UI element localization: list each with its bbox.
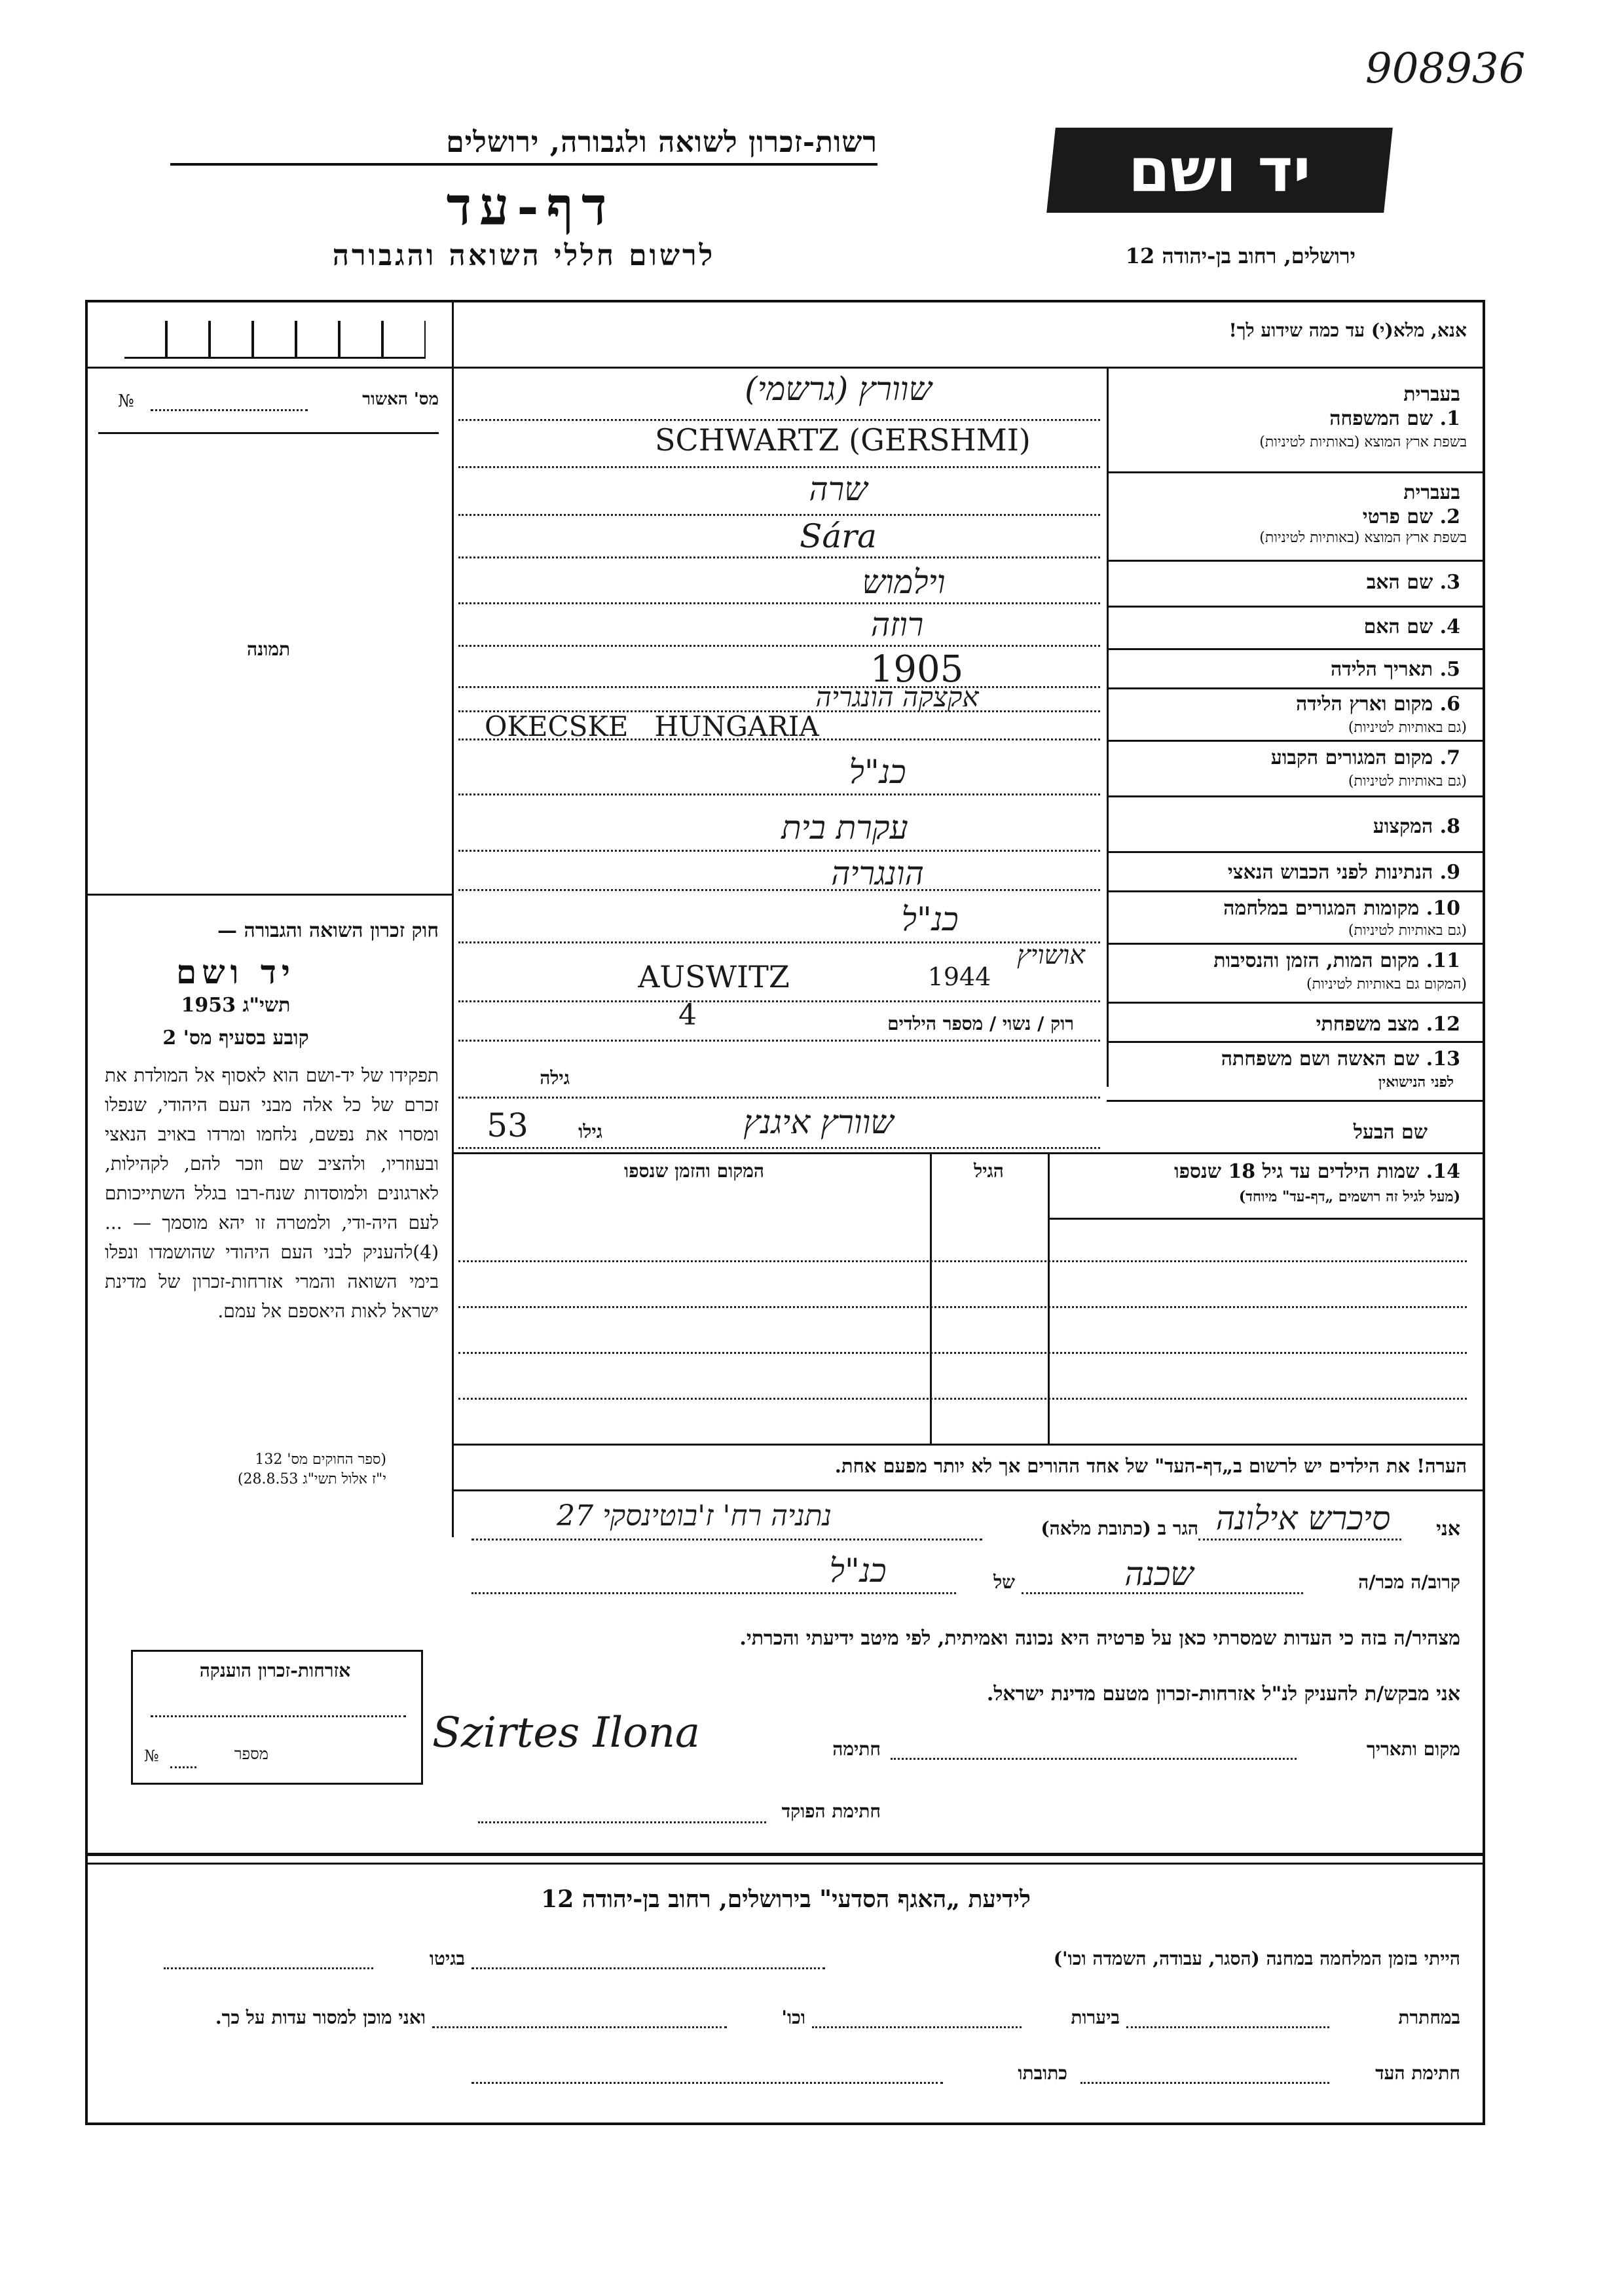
field-6-label — [1198, 693, 1460, 716]
field-5-label — [1198, 658, 1460, 681]
field-10-num: 10. — [1426, 897, 1460, 920]
field-11-line[interactable] — [458, 1000, 1100, 1002]
children-note: הערה! את הילדים יש לרשום ב„דף-העד" של אחד ההורים אך לא יותר מפעם אחת. — [834, 1455, 1467, 1477]
field-11-label — [1113, 949, 1460, 972]
field-12-line[interactable] — [458, 1040, 1100, 1042]
field-1-label-text: שם המשפחה — [1329, 407, 1433, 430]
of-label: של — [993, 1571, 1015, 1593]
archive-line2-d: ואני מוכן למסור עדות על כך. — [215, 2007, 426, 2028]
place-date-label: מקום ותאריך — [1366, 1738, 1460, 1760]
field-13-label-text: שם האשה ושם משפחתה — [1221, 1048, 1420, 1070]
field-4-label-text: שם האם — [1363, 615, 1433, 638]
child-row-4[interactable] — [458, 1398, 1467, 1400]
header-address: ירושלים, רחוב בן-יהודה 12 — [1125, 244, 1356, 268]
field-8-num: 8. — [1439, 815, 1460, 838]
citizenship-title: אזרחות-זכרון הוענקה — [199, 1660, 351, 1681]
field-13-label — [1113, 1048, 1460, 1070]
field-13-line[interactable] — [458, 1097, 1100, 1099]
children-label-text: שמות הילדים עד גיל 18 שנספו — [1173, 1160, 1420, 1183]
children-col-div-2 — [930, 1152, 932, 1444]
children-col-div-1 — [1048, 1152, 1050, 1444]
declarant-address-line[interactable] — [471, 1539, 982, 1540]
row-sep-1 — [1107, 471, 1483, 473]
field-8-line[interactable] — [458, 850, 1100, 852]
form-title: דף-עד — [446, 175, 615, 237]
field-2-label-text: שם פרטי — [1362, 505, 1433, 528]
logo-text: יד ושם — [1128, 135, 1311, 206]
of-value: כנ"ל — [829, 1552, 887, 1590]
clerk-signature-label: חתימת הפוקד — [781, 1800, 881, 1822]
field-10-label-text: מקומות המגורים במלחמה — [1223, 897, 1420, 920]
witness-address-line[interactable] — [471, 2082, 943, 2084]
row-sep-13 — [1107, 1100, 1483, 1102]
archive-line3-a: חתימת העד — [1375, 2062, 1460, 2084]
children-header-line — [1048, 1218, 1483, 1220]
declaration-top-line — [452, 1489, 1483, 1491]
field-11-value-he: אושויץ — [1016, 940, 1086, 970]
field-9-value: הונגריה — [831, 854, 924, 892]
field-7-sub: (גם באותיות לטיניות) — [1348, 773, 1467, 790]
field-11-num: 11. — [1426, 949, 1460, 972]
field-12-children: 4 — [678, 998, 697, 1032]
field-8-label — [1198, 815, 1460, 838]
archive-separator-1 — [85, 1853, 1483, 1856]
field-12-label-text: מצב משפחתי — [1316, 1013, 1420, 1036]
field-1-he-line[interactable] — [458, 419, 1100, 421]
archive-ghetto-line[interactable] — [164, 1967, 373, 1969]
field-9-num: 9. — [1439, 861, 1460, 884]
signature-value: Szirtes Ilona — [432, 1709, 701, 1757]
field-3-line[interactable] — [458, 602, 1100, 604]
note-row-line — [452, 367, 1483, 369]
archive-etc-line[interactable] — [432, 2026, 727, 2028]
archive-line1-b: בגיטו — [429, 1948, 465, 1969]
relative-value: שכנה — [1124, 1555, 1194, 1593]
field-7-num: 7. — [1439, 746, 1460, 769]
children-top-line — [452, 1152, 1483, 1154]
photo-top-line — [98, 432, 439, 434]
witness-signature-line[interactable] — [1080, 2082, 1329, 2084]
field-2-num: 2. — [1439, 505, 1460, 528]
of-line[interactable] — [471, 1592, 956, 1594]
row-sep-2 — [1107, 560, 1483, 562]
side-column-divider — [452, 300, 454, 1537]
archive-line2-b: ביערות — [1071, 2007, 1120, 2028]
field-5-num: 5. — [1439, 658, 1460, 681]
citizenship-number-line[interactable] — [170, 1766, 196, 1768]
law-clause: קובע בסעיף מס' 2 — [162, 1027, 309, 1049]
certificate-field[interactable] — [151, 409, 308, 411]
field-3-label-text: שם האב — [1366, 571, 1433, 594]
place-date-line[interactable] — [891, 1758, 1297, 1760]
field-11-value-lat: AUSWITZ — [638, 959, 790, 994]
field-4-line[interactable] — [458, 645, 1100, 647]
field-4-value: רוזה — [870, 606, 924, 644]
field-10-sub: (גם באותיות לטיניות) — [1348, 922, 1467, 939]
field-9-label-text: הנתינות לפני הכבוש הנאצי — [1227, 861, 1433, 884]
row-sep-3 — [1107, 606, 1483, 608]
children-num: 14. — [1426, 1160, 1460, 1183]
husband-label — [1113, 1121, 1428, 1144]
field-1-num: 1. — [1439, 407, 1460, 430]
field-8-value: עקרת בית — [781, 809, 908, 847]
row-sep-8 — [1107, 851, 1483, 853]
child-row-2[interactable] — [458, 1306, 1467, 1308]
law-ref-2: י"ז אלול תשי"ג 28.8.53) — [237, 1471, 386, 1487]
photo-label: תמונה — [246, 638, 291, 660]
archive-line2-a: במחתרת — [1398, 2007, 1460, 2028]
field-10-label — [1113, 897, 1460, 920]
row-sep-9 — [1107, 890, 1483, 892]
field-2-value-lat: Sára — [800, 517, 877, 555]
document-number: 908936 — [1365, 45, 1526, 93]
field-2-label — [1198, 505, 1460, 528]
citizenship-no-mark: № — [144, 1747, 159, 1765]
form-subtitle: לרשום חללי השואה והגבורה — [332, 239, 716, 272]
field-3-num: 3. — [1439, 571, 1460, 594]
children-sub: (מעל לגיל זה רושמים „דף-עד" מיוחד) — [1238, 1188, 1460, 1205]
certificate-number-boxes — [124, 321, 426, 359]
row-sep-11 — [1107, 1002, 1483, 1004]
declaration-request: אני מבקש/ת להעניק לנ"ל אזרחות-זכרון מטעם מדינת ישראל. — [986, 1683, 1460, 1705]
field-10-value: כנ"ל — [901, 900, 959, 938]
children-label — [1054, 1160, 1460, 1183]
field-2-sub: בשפת ארץ המוצא (באותיות לטיניות) — [1259, 530, 1467, 546]
field-6-num: 6. — [1439, 693, 1460, 716]
children-col-place: המקום והזמן שנספו — [624, 1160, 764, 1182]
field-7-label-text: מקום המגורים הקבוע — [1270, 746, 1433, 769]
field-6-value-he: אקצקה הונגריה — [815, 681, 979, 713]
field-1-sub-top: בעברית — [1403, 383, 1460, 406]
field-12-label — [1113, 1013, 1460, 1036]
row-sep-7 — [1107, 795, 1483, 797]
husband-value: שוורץ איגנץ — [743, 1103, 894, 1141]
institution-name: רשות-זכרון לשואה ולגבורה, ירושלים — [170, 126, 877, 166]
field-3-label — [1198, 571, 1460, 594]
law-year: תשי"ג 1953 — [181, 994, 291, 1017]
husband-label-text: שם הבעל — [1353, 1121, 1428, 1144]
row-sep-4 — [1107, 648, 1483, 650]
field-11-label-text: מקום המות, הזמן והנסיבות — [1213, 949, 1420, 972]
citizenship-line[interactable] — [151, 1715, 406, 1717]
declaration-ani: אני — [1436, 1518, 1460, 1540]
field-2-he-line[interactable] — [458, 514, 1100, 516]
field-6-value-lat: OKECSKE HUNGARIA — [485, 710, 819, 742]
yad-vashem-logo — [1046, 128, 1393, 213]
field-3-value: וילמוש — [862, 563, 946, 601]
relative-label: קרוב/ה מכר/ה — [1358, 1571, 1460, 1593]
declarant-address-value: נתניה רח' ז'בוטינסקי 27 — [557, 1499, 832, 1533]
field-7-label — [1198, 746, 1460, 769]
certificate-top-line — [85, 367, 452, 369]
law-title: חוק זכרון השואה והגבורה — — [217, 919, 439, 942]
law-name: יד ושם — [176, 953, 295, 991]
children-col-age: הגיל — [974, 1160, 1004, 1182]
field-7-line[interactable] — [458, 793, 1100, 795]
top-note: אנא, מלא(י) עד כמה שידוע לך! — [1228, 319, 1467, 341]
archive-underground-line[interactable] — [1126, 2026, 1329, 2028]
note-top-line — [452, 1444, 1483, 1446]
archive-forest-line[interactable] — [812, 2026, 1022, 2028]
field-6-label-text: מקום וארץ הלידה — [1295, 693, 1433, 716]
field-2-sub-top: בעברית — [1403, 481, 1460, 504]
field-4-label — [1198, 615, 1460, 638]
field-1-sub: בשפת ארץ המוצא (באותיות לטיניות) — [1259, 434, 1467, 450]
row-sep-10 — [1107, 943, 1483, 945]
signature-label: חתימה — [832, 1738, 881, 1760]
archive-line2-c: וכו' — [781, 2007, 805, 2028]
field-5-label-text: תאריך הלידה — [1331, 658, 1433, 681]
certificate-no-mark: № — [118, 392, 134, 411]
field-12-num: 12. — [1426, 1013, 1460, 1036]
declaration-statement: מצהיר/ה בזה כי העדות שמסרתי כאן על פרטיה היא נכונה ואמיתית, לפי מיטב ידיעתי והכרתי. — [739, 1627, 1460, 1650]
law-ref-1: (ספר החוקים מס' 132 — [255, 1451, 386, 1468]
row-sep-12 — [1107, 1041, 1483, 1043]
declaration-address-label: הגר ב (כתובת מלאה) — [1041, 1518, 1198, 1539]
archive-separator-2 — [85, 1863, 1483, 1865]
field-11-value-year: 1944 — [927, 962, 991, 991]
field-1-value-lat: SCHWARTZ (GERSHMI) — [655, 422, 1031, 458]
citizenship-number-label: מספר — [234, 1745, 268, 1763]
field-1-value-he: שוורץ (גרשמי) — [745, 370, 932, 408]
field-7-value: כנ"ל — [849, 753, 906, 791]
field-1-lat-line[interactable] — [458, 466, 1100, 468]
field-2-lat-line[interactable] — [458, 556, 1100, 558]
field-9-label — [1113, 861, 1460, 884]
child-row-3[interactable] — [458, 1352, 1467, 1354]
declarant-name-value: סיכרש אילונה — [1215, 1499, 1391, 1537]
row-sep-5 — [1107, 687, 1483, 689]
field-husband-line[interactable] — [458, 1147, 1100, 1149]
archive-title: לידיעת „האגף הסדעי" בירושלים, רחוב בן-יהודה 12 — [541, 1886, 1031, 1913]
field-13-sub: לפני הנישואין — [1378, 1074, 1454, 1091]
field-11-sub: (המקום גם באותיות לטיניות) — [1306, 976, 1467, 993]
archive-line1-a: הייתי בזמן המלחמה במחנה (הסגר, עבודה, השמדה וכו') — [1053, 1948, 1460, 1969]
clerk-signature-line[interactable] — [478, 1821, 766, 1823]
declarant-name-line[interactable] — [1198, 1539, 1401, 1540]
archive-camp-line[interactable] — [471, 1967, 825, 1969]
field-12-value: רוק / נשוי / מספר הילדים — [887, 1013, 1074, 1034]
label-column-divider — [1107, 367, 1109, 1087]
photo-bottom-line — [85, 894, 452, 896]
field-1-label — [1198, 407, 1460, 430]
row-sep-6 — [1107, 740, 1483, 742]
field-6-sub: (גם באותיות לטיניות) — [1348, 720, 1467, 736]
field-2-value-he: שרה — [809, 470, 868, 508]
law-body: תפקידו של יד-ושם הוא לאסוף אל המולדת את זכרם של כל אלה מבני העם היהודי, שנפלו ומסרו את נפשם, נלחמו ומרדו באויב הנאצי ובעוזריו, ולהציב שם וזכר להם, לקהילות, לארגונים ולמוסדות שנח-רבו בגלל השתייכותם לעם היה-ודי, ולמטרה זו יהא מוסמך — ...(4)להעניק לבני העם היהודי שהושמדו ונפלו בימי השואה והמרי אזרחות-זכרון של מדינת ישראל לאות היאספם אל עמם. — [105, 1065, 439, 1322]
husband-age-value: 53 — [487, 1106, 528, 1144]
field-5-value: 1905 — [870, 648, 964, 691]
child-row-1[interactable] — [458, 1260, 1467, 1262]
field-8-label-text: המקצוע — [1373, 815, 1433, 838]
field-4-num: 4. — [1439, 615, 1460, 638]
field-13-age-label: גילה — [540, 1067, 570, 1089]
husband-age-label: גילו — [578, 1121, 602, 1142]
certificate-label: מס' האשור — [362, 390, 439, 409]
field-13-num: 13. — [1426, 1048, 1460, 1070]
archive-line3-b: כתובתו — [1018, 2062, 1067, 2084]
